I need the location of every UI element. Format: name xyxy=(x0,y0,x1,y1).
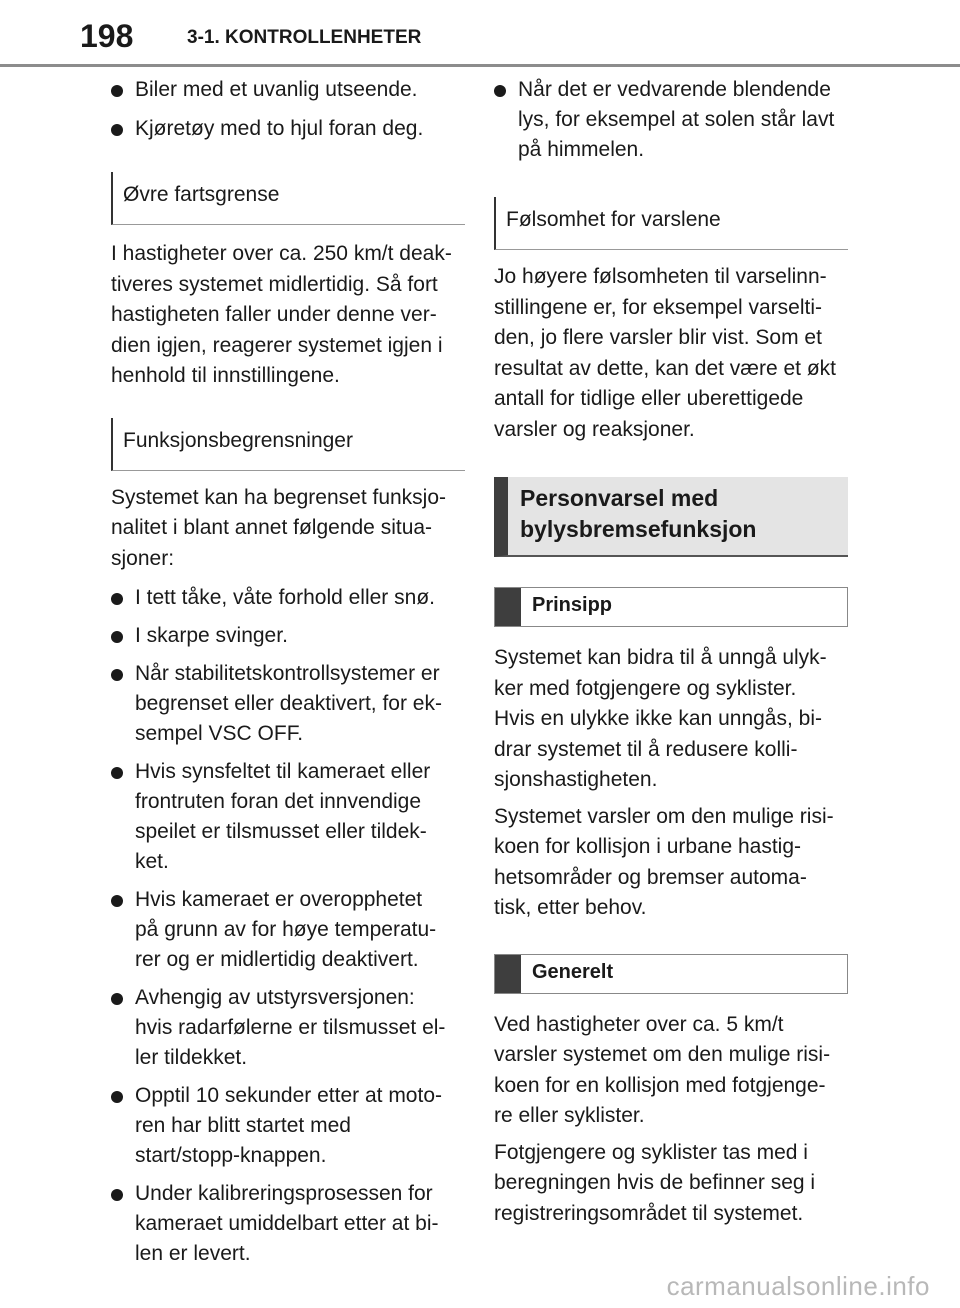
label-marker xyxy=(495,955,521,993)
left-column xyxy=(111,66,465,1269)
bullet-item: I skarpe svinger. xyxy=(111,621,465,651)
bullet-item: Kjøretøy med to hjul foran deg. xyxy=(111,114,465,144)
section-title: 3-1. KONTROLLENHETER xyxy=(187,27,422,48)
paragraph: Ved hastigheter over ca. 5 km/t varsler systemet om den mulige risi- koen for en kollisjon med fotgjenge- re eller syklister. xyxy=(494,1012,831,1127)
paragraph: Jo høyere følsomheten til varselinn- stillingene er, for eksempel varselti- den, jo flere varsler blir vist. Som et resultat av dette, kan det være et økt antall for tidlige eller uberettigede varsler og reaksjoner. xyxy=(494,265,836,441)
label-general: Generelt xyxy=(494,954,848,994)
bullet-item: Når stabilitetskontrollsystemer er begrenset eller deaktivert, for ek- sempel VSC OFF. xyxy=(111,659,465,749)
paragraph: I hastigheter over ca. 250 km/t deak- tiveres systemet midlertidig. Så fort hastigheten faller under denne ver- dien igjen, reagerer systemet igjen i henhold til innstillingene. xyxy=(111,242,452,387)
bullet-item: Hvis synsfeltet til kameraet eller frontruten foran det innvendige speilet er tilsmusset eller tildek- ket. xyxy=(111,757,465,877)
subheading-upper-speed-limit: Øvre fartsgrense xyxy=(111,172,465,225)
bullet-item: Avhengig av utstyrsversjonen: hvis radarfølerne er tilsmusset el- ler tildekket. xyxy=(111,983,465,1073)
label-marker xyxy=(495,588,521,626)
section-heading-box: Personvarsel med bylysbremsefunksjon xyxy=(494,477,848,557)
bullet-item: I tett tåke, våte forhold eller snø. xyxy=(111,583,465,613)
paragraph: Systemet kan ha begrenset funksjo- nalitet i blant annet følgende situa- sjoner: xyxy=(111,485,447,570)
bullet-item: Når det er vedvarende blendende lys, for eksempel at solen står lavt på himmelen. xyxy=(494,75,848,165)
page-header xyxy=(0,0,960,66)
bullet-item: Opptil 10 sekunder etter at moto- ren har blitt startet med start/stopp-knappen. xyxy=(111,1081,465,1171)
bullet-item: Hvis kameraet er overopphetet på grunn av for høye temperatu- rer og er midlertidig deaktivert. xyxy=(111,885,465,975)
watermark: carmanualsonline.info xyxy=(666,1271,930,1301)
page-number: 198 xyxy=(80,18,134,54)
paragraph: Fotgjengere og syklister tas med i beregningen hvis de befinner seg i registreringsområdet til systemet. xyxy=(494,1140,816,1225)
bullet-item: Under kalibreringsprosessen for kameraet umiddelbart etter at bi- len er levert. xyxy=(111,1179,465,1269)
paragraph: Systemet kan bidra til å unngå ulyk- ker med fotgjengere og syklister. Hvis en ulykke ikke kan unngås, bi- drar systemet til å redusere kolli- sjonshastigheten. xyxy=(494,646,827,791)
subheading-warning-sensitivity: Følsomhet for varslene xyxy=(494,197,848,250)
subheading-function-limits: Funksjonsbegrensninger xyxy=(111,418,465,471)
paragraph: Systemet varsler om den mulige risi- koen for kollisjon i urbane hastig- hetsområder og bremser automa- tisk, etter behov. xyxy=(494,804,834,919)
bullet-item: Biler med et uvanlig utseende. xyxy=(111,75,465,105)
right-column xyxy=(494,66,848,1229)
label-principle: Prinsipp xyxy=(494,587,848,627)
